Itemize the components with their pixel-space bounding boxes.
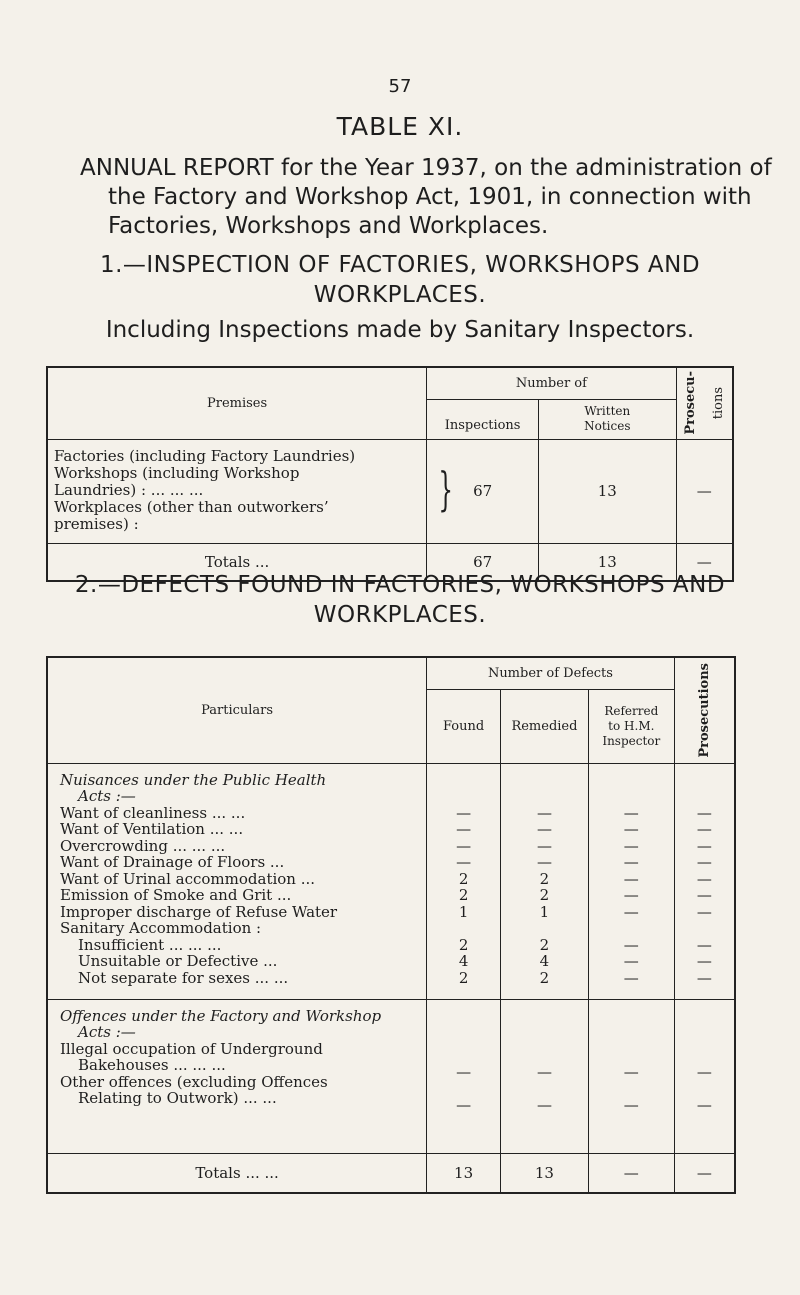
offence-1-line-2: Relating to Outwork) ... ... — [78, 1089, 277, 1107]
nuisance-prosecutions-0: — — [696, 803, 712, 822]
nuisance-remedied-8: 2 — [539, 935, 550, 954]
referred-header-line-3: Inspector — [602, 733, 661, 748]
offence-1-referred: — — [623, 1095, 639, 1114]
defects-totals-label: Totals ... ... — [47, 1153, 427, 1193]
annual-report-line-2: the Factory and Workshop Act, 1901, in connection with — [108, 184, 752, 210]
nuisance-label-2: Overcrowding ... ... ... — [60, 836, 226, 855]
nuisance-label-8: Insufficient ... ... ... — [78, 935, 222, 954]
nuisance-remedied-9: 4 — [539, 952, 550, 970]
number-of-header: Number of — [427, 367, 676, 399]
offences-heading-line-1: Offences under the Factory and Workshop — [60, 1006, 382, 1025]
nuisance-remedied-1: — — [536, 820, 552, 838]
nuisance-label-5: Emission of Smoke and Grit ... — [60, 886, 292, 904]
premises-header: Premises — [47, 367, 427, 439]
nuisance-referred-6: — — [623, 902, 639, 921]
annual-report-heading — [80, 154, 780, 241]
annual-report-line-1: ANNUAL REPORT for the Year 1937, on the administration of — [80, 155, 772, 181]
totals-prosecutions: — — [676, 543, 733, 581]
totals-label: Totals ... — [47, 543, 427, 581]
nuisance-referred-7 — [589, 920, 674, 937]
inspections-value: 67 — [473, 482, 493, 500]
referred-header-line-1: Referred — [604, 703, 659, 718]
offence-1-prosecutions: — — [696, 1095, 712, 1114]
nuisance-label-9: Unsuitable or Defective ... — [78, 952, 278, 970]
nuisance-label-3: Want of Drainage of Floors ... — [60, 853, 285, 871]
nuisances-referred-col — [588, 763, 674, 999]
nuisance-label-6: Improper discharge of Refuse Water — [60, 902, 338, 921]
offences-remedied-col — [501, 999, 589, 1153]
offence-0-referred: — — [623, 1062, 639, 1081]
nuisance-remedied-5: 2 — [539, 886, 550, 904]
nuisance-found-8: 2 — [458, 935, 469, 954]
offence-1-remedied: — — [536, 1095, 552, 1114]
nuisance-label-10: Not separate for sexes ... ... — [78, 968, 289, 987]
inspections-cell — [427, 439, 539, 543]
written-notices-header — [539, 399, 677, 439]
offences-prosecutions-col — [674, 999, 735, 1153]
offence-0-line-1: Illegal occupation of Underground — [60, 1039, 323, 1058]
totals-notices: 13 — [539, 543, 677, 581]
number-of-defects-header: Number of Defects — [427, 657, 675, 689]
section-2-line-1: 2.—DEFECTS FOUND IN FACTORIES, WORKSHOPS AND — [74, 572, 726, 598]
brace-mark: } — [438, 461, 454, 516]
nuisance-found-6: 1 — [458, 902, 469, 921]
nuisance-found-9: 4 — [458, 952, 469, 970]
including-note: Including Inspections made by Sanitary Inspectors. — [105, 317, 695, 343]
section-1-line-1: 1.—INSPECTION OF FACTORIES, WORKSHOPS AND — [99, 252, 701, 278]
defects-totals-found: 13 — [427, 1153, 501, 1193]
nuisances-cell — [47, 763, 427, 999]
premises-line-4: Workplaces (other than outworkers’ — [54, 497, 329, 516]
defects-table — [46, 656, 736, 1194]
prosecutions-header — [676, 367, 733, 439]
premises-line-5: premises) : — [54, 514, 139, 533]
nuisance-prosecutions-5: — — [696, 886, 712, 904]
offences-cell — [47, 999, 427, 1153]
nuisance-found-7 — [427, 920, 500, 937]
notices-header-line: Notices — [584, 419, 631, 433]
section-1-line-2: WORKPLACES. — [313, 282, 487, 308]
nuisance-referred-8: — — [623, 935, 639, 954]
offence-0-found: — — [456, 1062, 472, 1081]
prosecutions-header-line-1: Prosecu- — [682, 371, 698, 436]
nuisance-remedied-4: 2 — [539, 869, 550, 888]
nuisance-found-3: — — [456, 853, 472, 871]
prosecutions-value: — — [676, 439, 733, 543]
totals-inspections: 67 — [427, 543, 539, 581]
nuisances-found-col — [427, 763, 501, 999]
nuisance-found-10: 2 — [458, 968, 469, 987]
nuisance-prosecutions-3: — — [696, 853, 712, 871]
offence-1-found: — — [456, 1095, 472, 1114]
nuisance-referred-2: — — [623, 836, 639, 855]
defects-totals-prosecutions: — — [674, 1153, 735, 1193]
nuisance-label-0: Want of cleanliness ... ... — [60, 803, 246, 822]
table-title: TABLE XI. — [336, 112, 464, 141]
defects-totals-referred: — — [588, 1153, 674, 1193]
referred-header — [588, 689, 674, 763]
nuisance-prosecutions-10: — — [696, 968, 712, 987]
offence-0-line-2: Bakehouses ... ... ... — [78, 1056, 226, 1074]
nuisance-prosecutions-8: — — [696, 935, 712, 954]
prosecutions-header-2 — [674, 657, 735, 763]
offence-1-line-1: Other offences (excluding Offences — [60, 1072, 328, 1091]
nuisance-prosecutions-7 — [675, 920, 734, 937]
inspection-table — [46, 366, 734, 582]
nuisance-referred-1: — — [623, 820, 639, 838]
nuisances-prosecutions-col — [674, 763, 735, 999]
referred-header-line-2: to H.M. — [608, 718, 655, 733]
nuisance-prosecutions-6: — — [696, 902, 712, 921]
nuisance-found-1: — — [456, 820, 472, 838]
nuisances-heading-line-2: Acts :— — [78, 787, 136, 805]
nuisance-remedied-0: — — [536, 803, 552, 822]
nuisance-prosecutions-2: — — [696, 836, 712, 855]
found-header: Found — [427, 689, 501, 763]
page-number: 57 — [388, 76, 412, 97]
prosecutions-header-line-2: tions — [710, 387, 726, 420]
nuisance-referred-10: — — [623, 968, 639, 987]
offences-found-col — [427, 999, 501, 1153]
prosecutions-header-2-text: Prosecutions — [696, 662, 712, 758]
nuisances-remedied-col — [501, 763, 589, 999]
remedied-header: Remedied — [501, 689, 589, 763]
nuisance-remedied-10: 2 — [539, 968, 550, 987]
nuisance-referred-0: — — [623, 803, 639, 822]
section-2-heading — [0, 570, 800, 630]
nuisance-label-1: Want of Ventilation ... ... — [60, 820, 244, 838]
annual-report-line-3: Factories, Workshops and Workplaces. — [108, 213, 549, 239]
nuisance-found-0: — — [456, 803, 472, 822]
nuisance-remedied-2: — — [536, 836, 552, 855]
nuisance-found-5: 2 — [458, 886, 469, 904]
offence-0-prosecutions: — — [696, 1062, 712, 1081]
nuisance-prosecutions-1: — — [696, 820, 712, 838]
nuisance-label-4: Want of Urinal accommodation ... — [60, 869, 316, 888]
nuisance-found-4: 2 — [458, 869, 469, 888]
premises-line-3: Laundries) : ... ... ... — [54, 480, 204, 499]
nuisances-heading-line-1: Nuisances under the Public Health — [60, 770, 327, 789]
particulars-header: Particulars — [47, 657, 427, 763]
premises-cell — [47, 439, 427, 543]
defects-totals-remedied: 13 — [501, 1153, 589, 1193]
nuisance-referred-9: — — [623, 952, 639, 970]
nuisance-label-7: Sanitary Accommodation : — [60, 919, 262, 937]
inspections-header: Inspections — [427, 399, 539, 439]
written-notices-value: 13 — [539, 439, 677, 543]
nuisance-referred-3: — — [623, 853, 639, 871]
premises-line-1: Factories (including Factory Laundries) — [54, 446, 356, 465]
premises-line-2: Workshops (including Workshop — [54, 463, 300, 482]
written-header-line: Written — [584, 404, 631, 418]
nuisance-referred-4: — — [623, 869, 639, 888]
nuisance-remedied-3: — — [536, 853, 552, 871]
nuisance-referred-5: — — [623, 886, 639, 904]
nuisance-remedied-6: 1 — [539, 902, 550, 921]
nuisance-prosecutions-4: — — [696, 869, 712, 888]
section-1-heading — [0, 250, 800, 310]
offence-0-remedied: — — [536, 1062, 552, 1081]
nuisance-remedied-7 — [501, 920, 588, 937]
section-2-line-2: WORKPLACES. — [313, 602, 487, 628]
offences-referred-col — [588, 999, 674, 1153]
nuisance-prosecutions-9: — — [696, 952, 712, 970]
offences-heading-line-2: Acts :— — [78, 1023, 136, 1041]
nuisance-found-2: — — [456, 836, 472, 855]
